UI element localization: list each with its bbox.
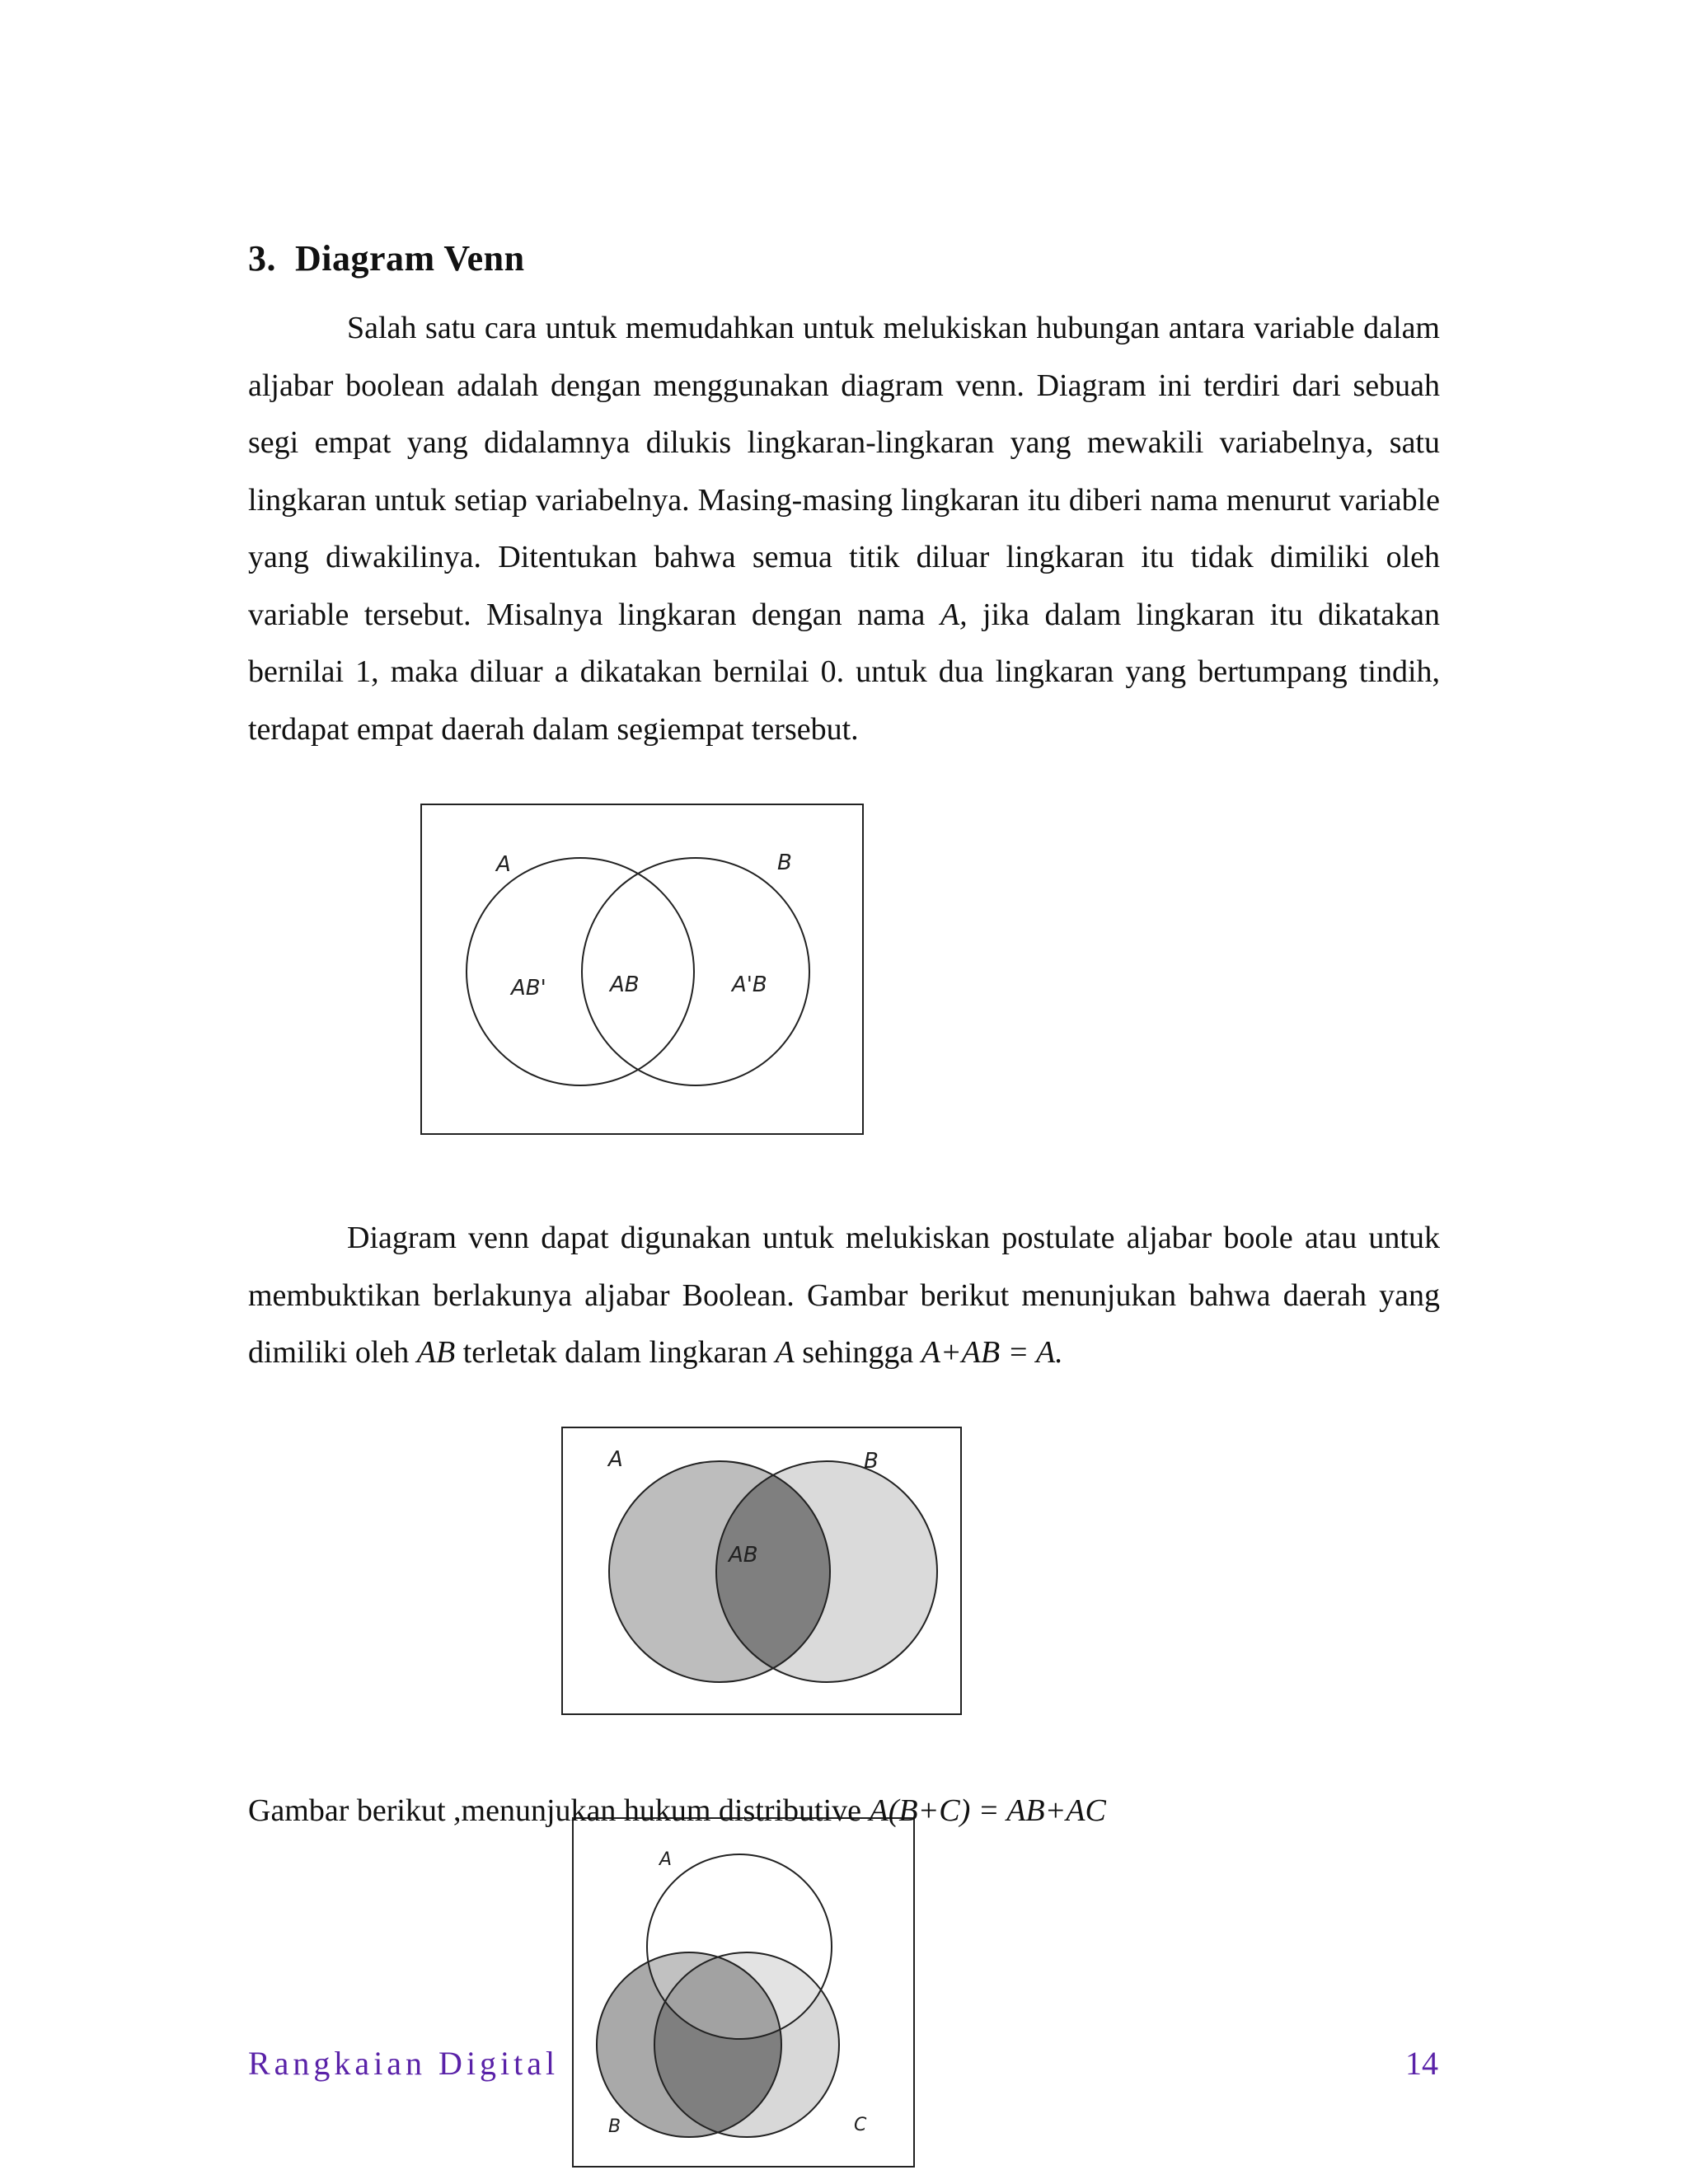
paragraph-3-equation: A(B+C) = AB+AC xyxy=(869,1793,1106,1828)
label-b: B xyxy=(777,851,792,875)
paragraph-3 xyxy=(248,1783,1440,1840)
paragraph-1-text: Salah satu cara untuk memudahkan untuk melukiskan hubungan antara variable dalam aljabar boolean adalah dengan menggunakan diagram venn. Diagram ini terdiri dari sebuah segi empat yang didalamnya dilukis lingkaran-lingkaran yang mewakili variabelnya, satu lingkaran untuk setiap variabelnya. Masing-masing lingkaran itu diberi nama menurut variable yang diwakilinya. Ditentukan bahwa semua titik diluar lingkaran itu tidak dimiliki oleh variable tersebut. Misalnya lingkaran dengan nama xyxy=(248,311,1440,632)
paragraph-2-mid: terletak dalam lingkaran xyxy=(462,1335,767,1370)
section-title: Diagram Venn xyxy=(295,238,525,279)
paragraph-3-text: Gambar berikut ,menunjukan hukum distributive xyxy=(248,1793,862,1828)
paragraph-2-equation: A+AB = A. xyxy=(921,1335,1063,1370)
label-region-ab: AB xyxy=(729,1543,758,1568)
paragraph-2-mid2: sehingga xyxy=(802,1335,914,1370)
label-b: B xyxy=(864,1449,879,1474)
paragraph-1-variable: A, xyxy=(940,597,968,632)
label-a: A xyxy=(608,1447,623,1472)
venn-diagram-distributive xyxy=(572,1817,915,2168)
label-region-a-prime-b: A'B xyxy=(732,972,767,997)
label-b: B xyxy=(608,2116,621,2137)
page-number: 14 xyxy=(1405,2045,1438,2082)
label-region-ab-prime: AB' xyxy=(511,976,546,1001)
paragraph-1-end: jika dalam lingkaran itu dikatakan bernilai 1, maka diluar a dikatakan bernilai 0. untuk dua lingkaran yang bertumpang tindih, terdapat empat daerah dalam segiempat tersebut. xyxy=(248,597,1441,747)
paragraph-2-var-a: A xyxy=(775,1335,795,1370)
section-heading xyxy=(248,237,525,279)
paragraph-2-var-ab: AB xyxy=(416,1335,456,1370)
label-region-ab: AB xyxy=(610,972,640,997)
paragraph-2 xyxy=(248,1210,1440,1382)
label-c: C xyxy=(854,2115,867,2135)
footer-title: Rangkaian Digital xyxy=(248,2045,560,2082)
circle-a xyxy=(647,1854,832,2039)
venn-diagram-two-sets xyxy=(420,804,864,1135)
paragraph-1 xyxy=(248,300,1440,758)
universe-rect xyxy=(421,804,863,1134)
label-a: A xyxy=(496,852,511,877)
paragraph-2-text: Diagram venn dapat digunakan untuk melukiskan postulate aljabar boole atau untuk membuktikan berlakunya aljabar Boolean. Gambar berikut menunjukan bahwa daerah yang dimiliki oleh xyxy=(248,1221,1440,1370)
section-number: 3. xyxy=(248,238,276,279)
venn-diagram-absorption xyxy=(561,1427,962,1715)
label-a: A xyxy=(659,1849,673,1870)
